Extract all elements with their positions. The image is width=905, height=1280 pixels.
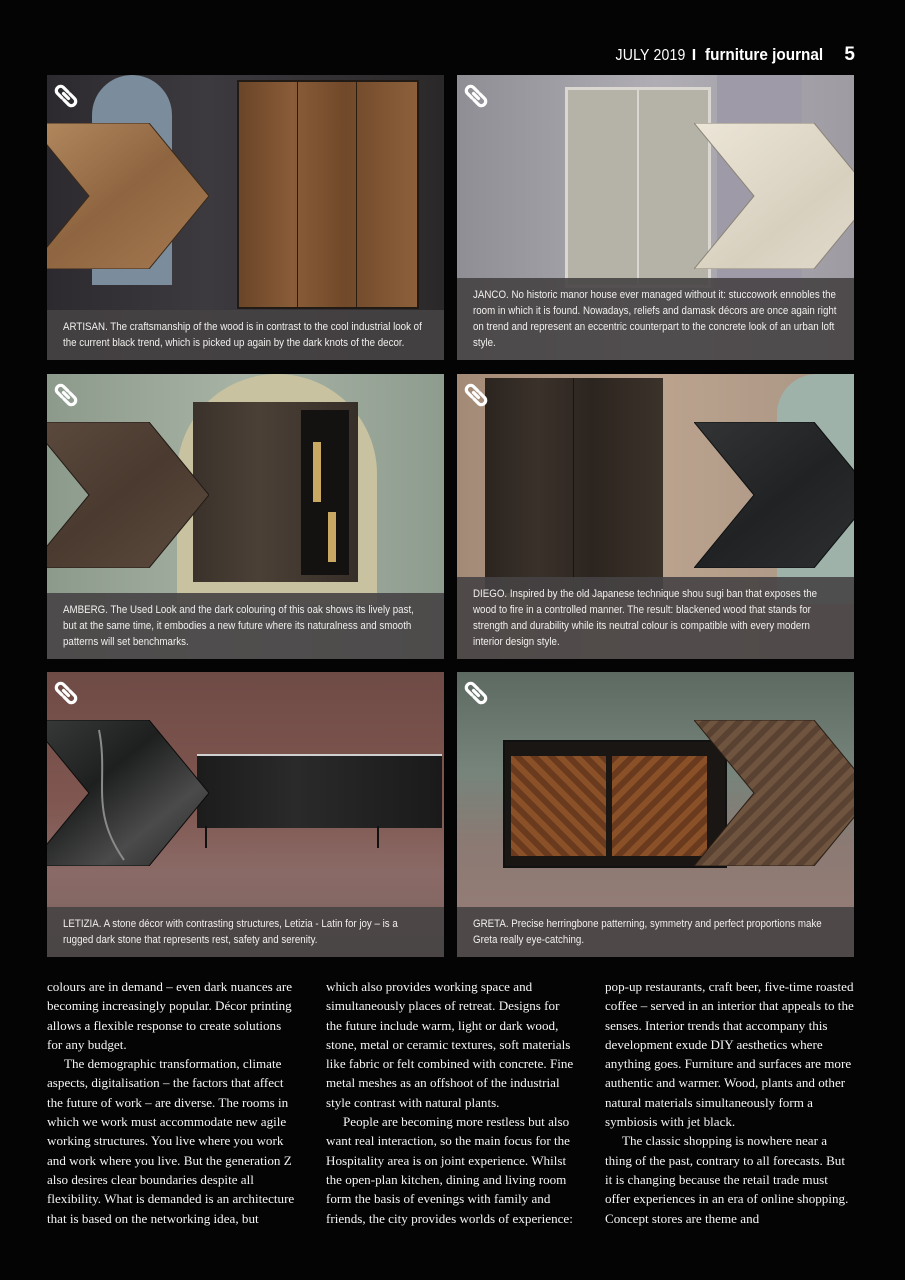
- stone-swatch-chevron: [47, 720, 209, 866]
- panel-caption: GRETA. Precise herringbone patterning, symmetry and perfect proportions make Greta really eye-catching.: [457, 907, 854, 957]
- charred-wood-swatch-chevron: [694, 422, 854, 568]
- stucco-swatch-chevron: [694, 123, 854, 269]
- panel-janco: [457, 75, 854, 360]
- link-icon[interactable]: [463, 680, 489, 706]
- panel-caption: LETIZIA. A stone décor with contrasting structures, Letizia - Latin for joy – is a rugged dark stone that represents rest, safety and serenity.: [47, 907, 444, 957]
- body-column-1: [47, 977, 297, 1228]
- cabinet: [485, 378, 663, 593]
- panel-letizia: [47, 672, 444, 957]
- panel-artisan: [47, 75, 444, 360]
- body-column-2: [326, 977, 576, 1228]
- paragraph: pop-up restaurants, craft beer, five-time roasted coffee – served in an interior that appeals to the senses. Interior trends that accompany this development exude DIY aesthetics where anything goes. Furniture and surfaces are more authentic and warmer. Wood, plants and other natural materials simultaneously form a symbiosis with jet black.: [605, 979, 854, 1130]
- link-icon[interactable]: [53, 382, 79, 408]
- wardrobe: [237, 80, 419, 309]
- page-header: [606, 44, 855, 68]
- herringbone-swatch-chevron: [694, 720, 854, 866]
- link-icon[interactable]: [53, 83, 79, 109]
- panel-caption: ARTISAN. The craftsmanship of the wood is in contrast to the cool industrial look of the current black trend, which is picked up again by the dark knots of the decor.: [47, 310, 444, 360]
- panel-caption: DIEGO. Inspired by the old Japanese technique shou sugi ban that exposes the wood to fire in a controlled manner. The result: blackened wood that stands for strength and durability while its neutral colour is compatible with every modern interior design style.: [457, 577, 854, 659]
- oak-swatch-chevron: [47, 422, 209, 568]
- panel-caption: JANCO. No historic manor house ever managed without it: stuccowork ennobles the room in which it is found. Nowadays, reliefs and damask décors are once again right on trend and represent an eccentric counterpart to the concrete look of an urban loft style.: [457, 278, 854, 360]
- link-icon[interactable]: [463, 83, 489, 109]
- paragraph: colours are in demand – even dark nuances are becoming increasingly popular. Décor printing allows a flexible response to create solutions for any budget.: [47, 979, 293, 1052]
- panel-caption: AMBERG. The Used Look and the dark colouring of this oak shows its lively past, but at the same time, it embodies a new future where its naturalness and smooth patterns will set benchmarks.: [47, 593, 444, 659]
- link-icon[interactable]: [53, 680, 79, 706]
- paragraph: The classic shopping is nowhere near a thing of the past, contrary to all forecasts. But it is changing because the retail trade must offer experiences in an era of online shopping. Concept stores are theme and: [605, 1133, 849, 1226]
- paragraph: The demographic transformation, climate aspects, digitalisation – the factors that affect the future of work – are diverse. The rooms in which we work must accommodate new agile working structures. You live where you work and work where you live. But the generation Z also desires clear boundaries despite all flexibility. What is demanded is an architecture that is based on the networking idea, but: [47, 1056, 295, 1226]
- panel-diego: [457, 374, 854, 659]
- panel-greta: [457, 672, 854, 957]
- header-separator: I: [691, 47, 697, 64]
- paragraph: People are becoming more restless but also want real interaction, so the main focus for the Hospitality area is on joint experience. Whilst the open-plan kitchen, dining and living room form the basis of evenings with family and friends, the city provides worlds of experience:: [326, 1114, 573, 1226]
- journal-title: furniture journal: [705, 45, 824, 64]
- body-column-3: [605, 977, 855, 1228]
- panel-amberg: [47, 374, 444, 659]
- page-number: 5: [844, 44, 855, 65]
- sideboard-leg: [377, 826, 379, 848]
- wood-swatch-chevron: [47, 123, 209, 269]
- sideboard: [197, 754, 442, 828]
- cabinet: [565, 87, 711, 288]
- cabinet: [193, 402, 358, 582]
- paragraph: which also provides working space and simultaneously places of retreat. Designs for the future include warm, light or dark wood, stone, metal or ceramic textures, soft materials like fabric or felt combined with concrete. Fine metal meshes as an offshoot of the industrial style contrast with natural plants.: [326, 979, 574, 1110]
- link-icon[interactable]: [463, 382, 489, 408]
- issue-date: JULY 2019: [615, 47, 686, 64]
